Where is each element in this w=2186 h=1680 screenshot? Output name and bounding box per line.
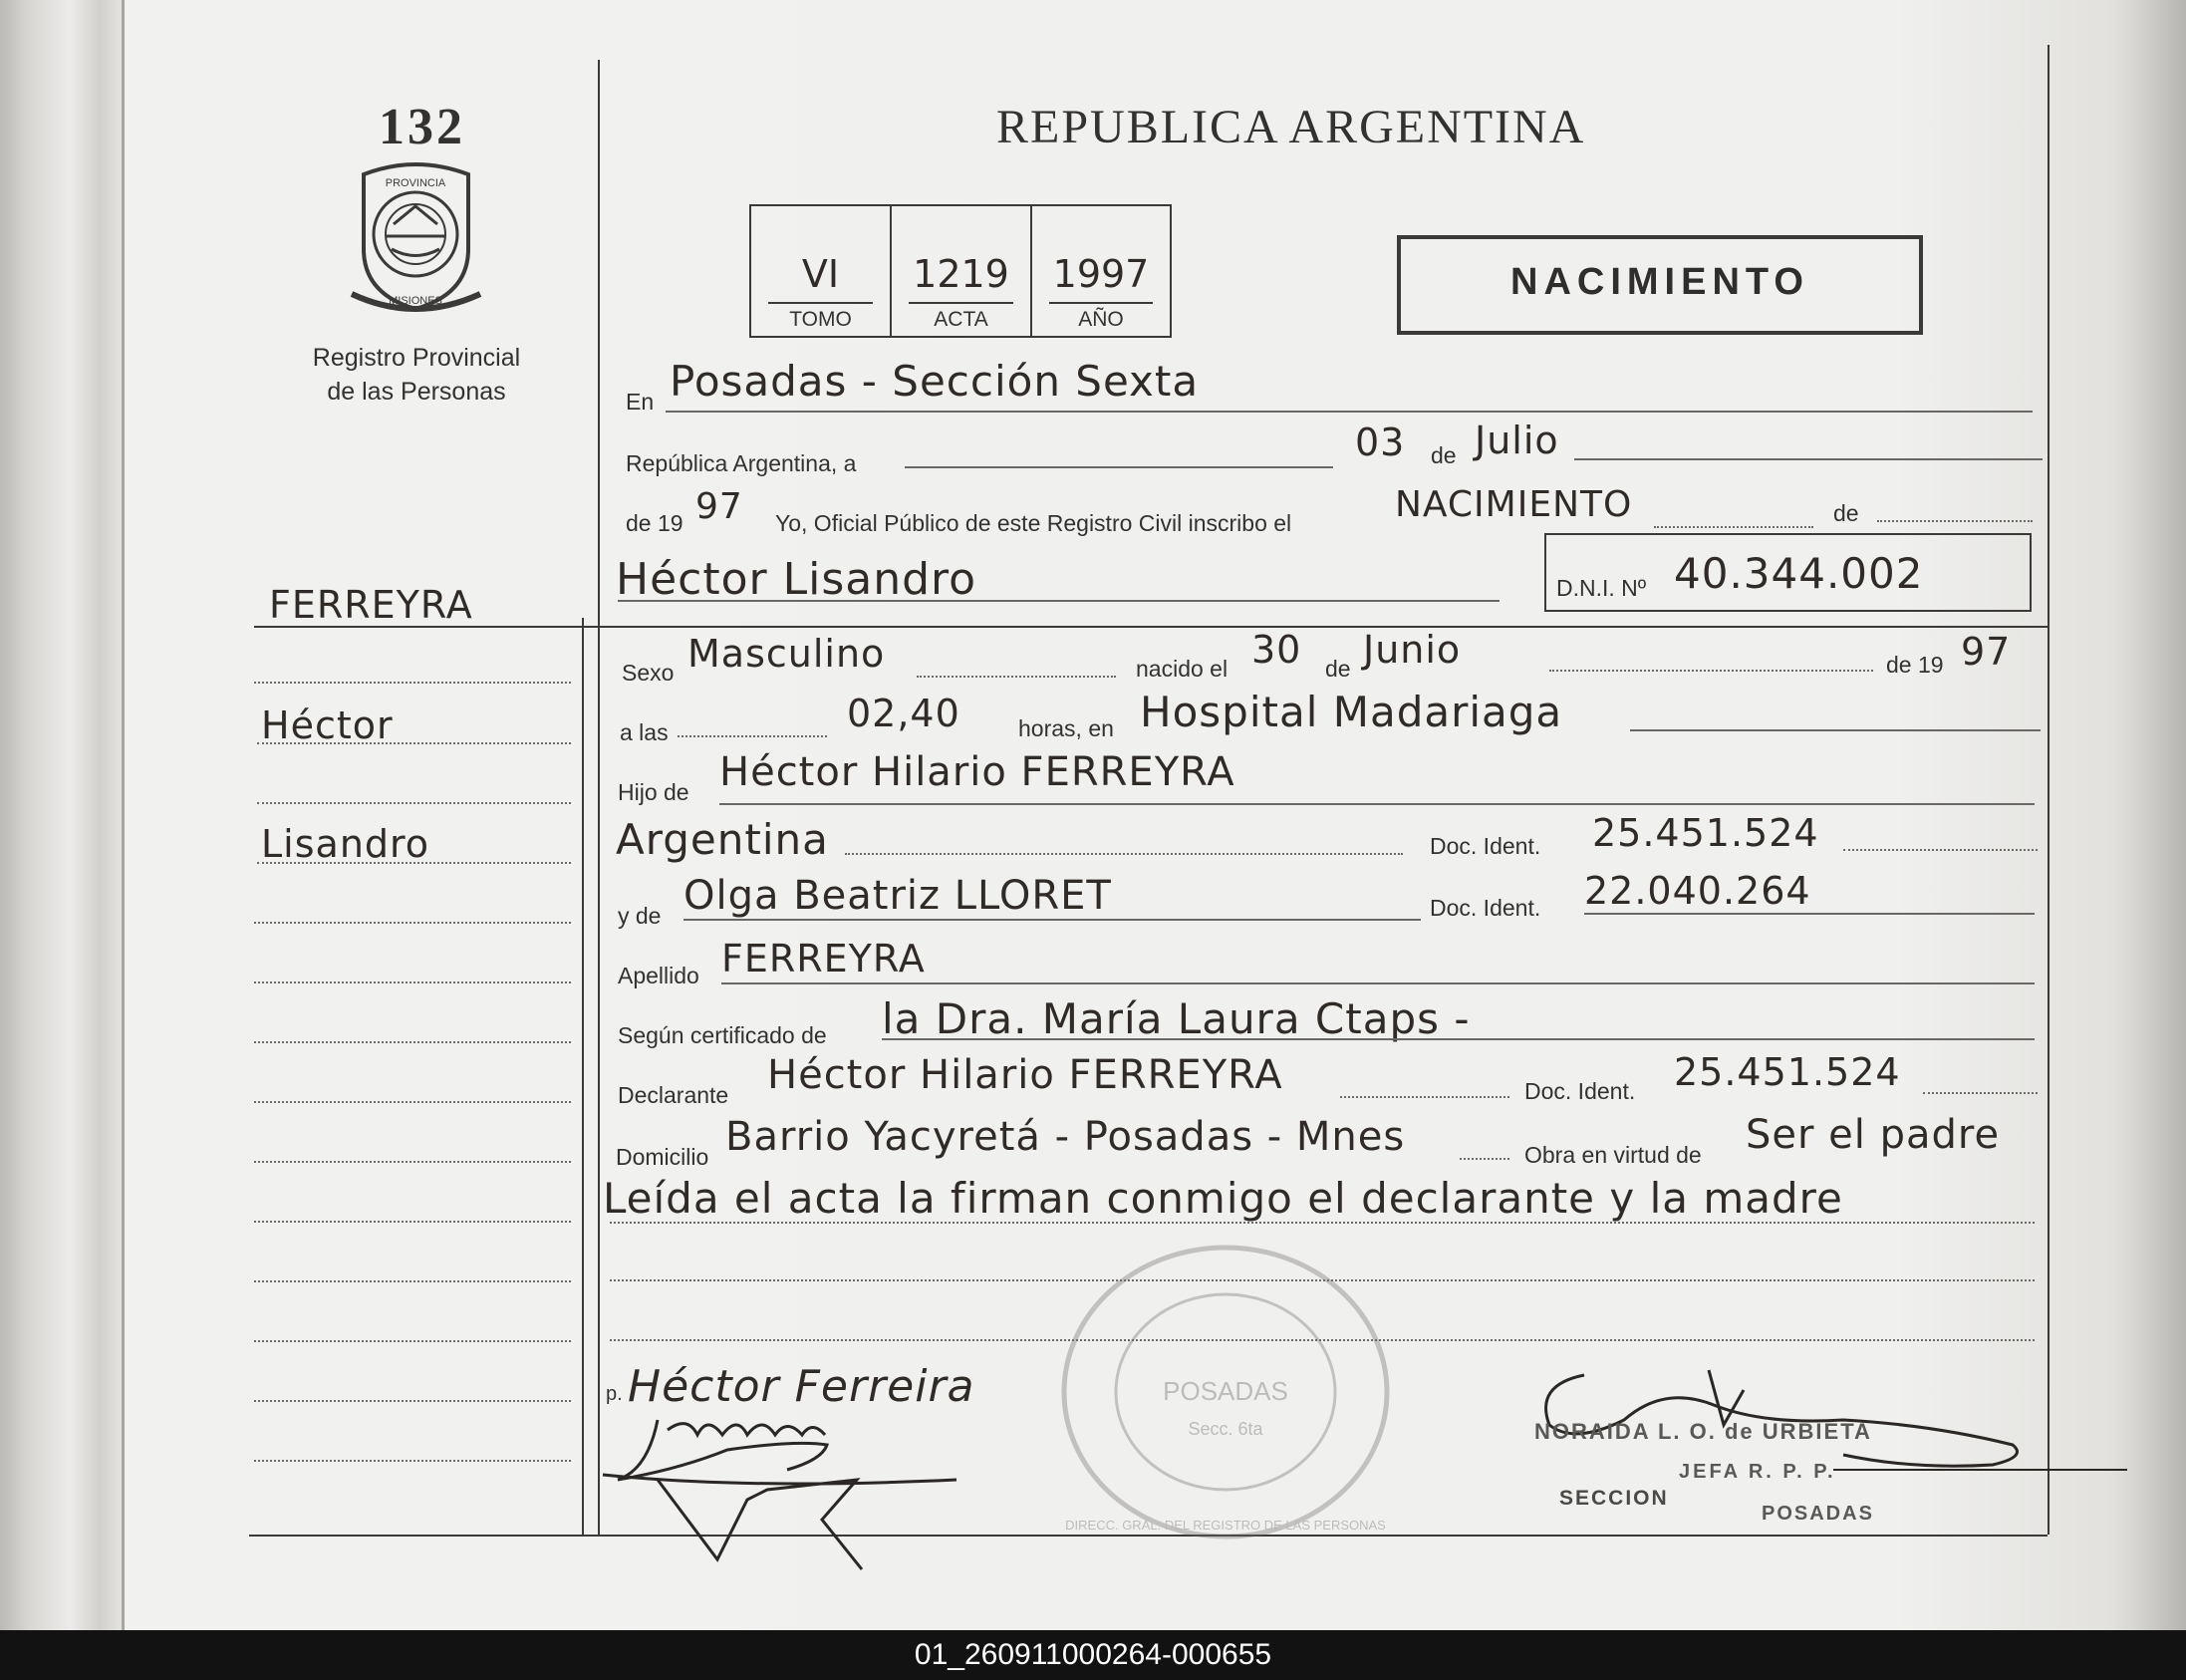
stamp-ring-text: DIRECC. GRAL. DEL REGISTRO DE LAS PERSONAS — [1065, 1518, 1386, 1533]
margin-name-1: Héctor — [261, 703, 394, 747]
hour-value: 02,40 — [847, 692, 960, 735]
official-name: NORAIDA L. O. de URBIETA — [1534, 1419, 1872, 1444]
book-binding — [0, 0, 125, 1630]
declarant-value: Héctor Hilario FERREYRA — [767, 1052, 1283, 1098]
page-curl — [2132, 0, 2186, 1630]
page-number: 132 — [379, 99, 465, 155]
label-oficial: Yo, Oficial Público de este Registro Civil inscribo el — [775, 510, 1292, 536]
birth-day-value: 30 — [1251, 628, 1302, 672]
month-value: Julio — [1475, 419, 1559, 462]
seal-bottom-text: MISIONES — [389, 295, 442, 307]
dni-value: 40.344.002 — [1674, 549, 1924, 598]
birth-place-value: Hospital Madariaga — [1140, 688, 1563, 736]
label-republica: República Argentina, a — [626, 450, 857, 476]
label-doc-mother: Doc. Ident. — [1430, 895, 1541, 921]
tomo-cell — [751, 206, 892, 336]
image-code-footer: 01_260911000264-000655 — [0, 1630, 2186, 1680]
declarant-doc-value: 25.451.524 — [1674, 1050, 1901, 1094]
country-title: REPUBLICA ARGENTINA — [996, 101, 1586, 153]
acta-label: ACTA — [934, 308, 988, 331]
margin-name-2: Lisandro — [261, 822, 430, 866]
act-value: NACIMIENTO — [1395, 484, 1633, 525]
place-value: Posadas - Sección Sexta — [670, 357, 1200, 406]
label-de-19: de 19 — [626, 510, 683, 536]
official-section: SECCION — [1559, 1487, 1669, 1510]
official-city: POSADAS — [1762, 1503, 1874, 1525]
declarant-signature-text: Héctor Ferreira — [628, 1361, 975, 1412]
acta-cell — [892, 206, 1032, 336]
address-value: Barrio Yacyretá - Posadas - Mnes — [725, 1114, 1406, 1160]
label-doc-father: Doc. Ident. — [1430, 833, 1541, 859]
label-de-birth-month: de — [1325, 656, 1351, 682]
certificate-value: la Dra. María Laura Ctaps - — [882, 994, 1471, 1043]
dni-box — [1544, 533, 2032, 612]
label-sexo: Sexo — [622, 660, 675, 686]
day-value: 03 — [1355, 420, 1406, 464]
registry-line-2: de las Personas — [327, 378, 506, 406]
left-column-divider — [598, 60, 600, 1535]
reason-value: Ser el padre — [1746, 1112, 2001, 1158]
label-declarante: Declarante — [618, 1082, 729, 1108]
nationality-value: Argentina — [616, 815, 829, 864]
label-doc-declarant: Doc. Ident. — [1524, 1078, 1636, 1104]
official-role: JEFA R. P. P. — [1679, 1461, 1836, 1483]
province-seal-icon — [344, 154, 488, 314]
label-p: p. — [606, 1383, 623, 1405]
label-apellido: Apellido — [618, 963, 699, 988]
note-value: Leída el acta la firman conmigo el declarante y la madre — [603, 1174, 1843, 1223]
label-dni: D.N.I. Nº — [1556, 575, 1647, 601]
declarant-signature-icon — [598, 1410, 1036, 1584]
label-de-end: de — [1833, 500, 1859, 526]
label-y-de: y de — [618, 903, 662, 929]
seal-top-text: PROVINCIA — [385, 177, 446, 189]
acta-value: 1219 — [913, 252, 1009, 296]
label-de-month: de — [1431, 442, 1457, 468]
anio-label: AÑO — [1078, 308, 1124, 331]
surname-value: FERREYRA — [721, 937, 926, 980]
official-stamp-icon — [1056, 1241, 1395, 1544]
stamp-center-text: POSADAS — [1163, 1376, 1288, 1406]
tomo-value: VI — [801, 252, 840, 296]
margin-surname: FERREYRA — [269, 583, 473, 627]
birth-month-value: Junio — [1363, 628, 1462, 672]
tomo-label: TOMO — [789, 308, 852, 331]
record-number-box — [749, 204, 1172, 338]
record-type-label: NACIMIENTO — [1510, 261, 1809, 303]
mother-value: Olga Beatriz LLORET — [683, 873, 1112, 919]
stamp-sub-text: Secc. 6ta — [1188, 1419, 1263, 1439]
sex-value: Masculino — [687, 632, 886, 676]
record-type-box — [1397, 235, 1923, 335]
label-de-19-birth: de 19 — [1886, 652, 1944, 678]
label-segun: Según certificado de — [618, 1022, 827, 1048]
label-en: En — [626, 389, 655, 415]
inner-column-divider — [582, 618, 584, 1535]
year-value: 97 — [695, 486, 743, 527]
anio-cell — [1032, 206, 1170, 336]
section-rule — [254, 626, 2048, 628]
label-horas: horas, en — [1018, 715, 1114, 741]
father-doc-value: 25.451.524 — [1592, 811, 1819, 855]
registry-line-1: Registro Provincial — [312, 344, 521, 372]
label-domicilio: Domicilio — [616, 1144, 709, 1170]
birth-year-value: 97 — [1961, 630, 2012, 674]
right-border — [2048, 45, 2049, 1535]
father-value: Héctor Hilario FERREYRA — [719, 749, 1235, 795]
label-nacido: nacido el — [1136, 656, 1229, 682]
binding-edge — [122, 0, 125, 1630]
anio-value: 1997 — [1052, 252, 1150, 296]
label-a-las: a las — [620, 719, 669, 745]
label-obra: Obra en virtud de — [1524, 1142, 1702, 1168]
label-hijo: Hijo de — [618, 779, 689, 805]
child-name-value: Héctor Lisandro — [616, 554, 977, 605]
mother-doc-value: 22.040.264 — [1584, 869, 1811, 913]
